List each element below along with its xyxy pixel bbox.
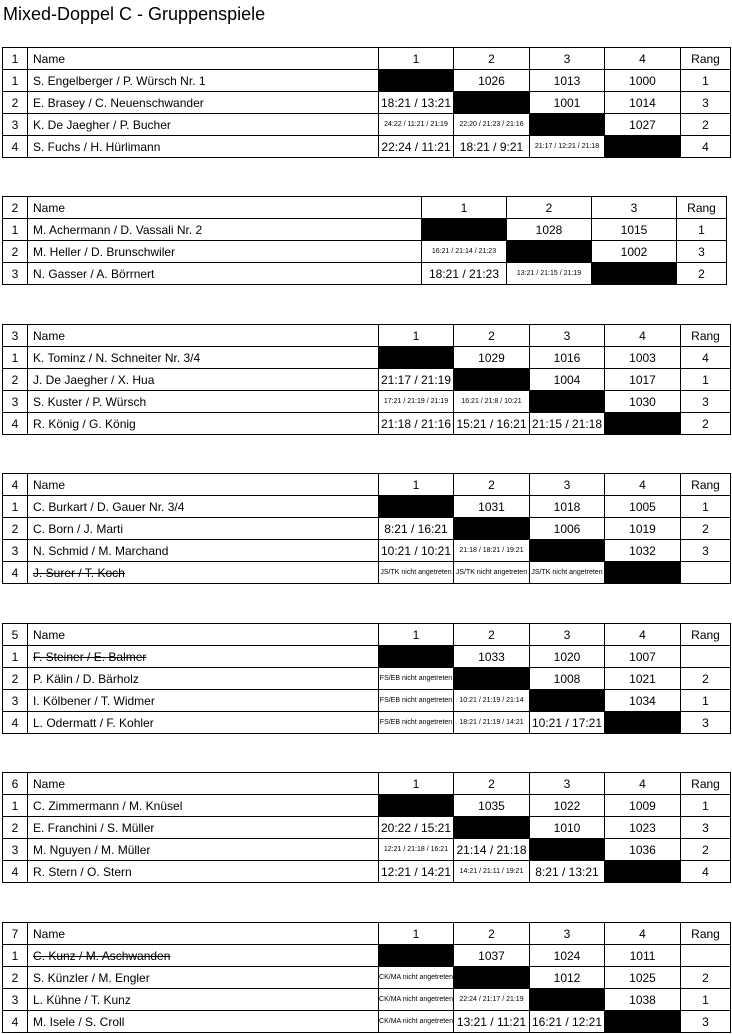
table-row: [3, 413, 731, 435]
table-row: [3, 562, 731, 584]
column-header: 1: [379, 773, 454, 795]
table-row: [3, 70, 731, 92]
column-header: Name: [28, 773, 379, 795]
match-cell: 1027: [605, 114, 681, 136]
match-cell: 1003: [605, 347, 681, 369]
match-cell: 16:21 / 12:21: [530, 1011, 605, 1033]
match-cell: 1026: [454, 70, 530, 92]
player-pair-name: M. Nguyen / M. Müller: [28, 839, 379, 861]
self-match-cell: [530, 839, 605, 861]
table-row: [3, 839, 731, 861]
column-header: 2: [454, 773, 530, 795]
column-header: Name: [28, 48, 379, 70]
row-position: 1: [3, 795, 28, 817]
table-row: [3, 92, 731, 114]
match-cell: 1019: [605, 518, 681, 540]
row-position: 4: [3, 136, 28, 158]
column-header: 2: [507, 197, 592, 219]
self-match-cell: [530, 391, 605, 413]
self-match-cell: [605, 136, 681, 158]
column-header: 1: [379, 923, 454, 945]
row-position: 4: [3, 413, 28, 435]
match-cell: 21:17 / 12:21 / 21:18: [530, 136, 605, 158]
match-cell: 1031: [454, 496, 530, 518]
player-pair-name: C. Burkart / D. Gauer Nr. 3/4: [28, 496, 379, 518]
match-cell: 1008: [530, 668, 605, 690]
column-header: 4: [605, 325, 681, 347]
match-cell: 18:21 / 13:21: [379, 92, 454, 114]
player-pair-name: E. Brasey / C. Neuenschwander: [28, 92, 379, 114]
self-match-cell: [379, 496, 454, 518]
match-cell: 17:21 / 21:19 / 21:19: [379, 391, 454, 413]
group-table-6: [2, 772, 731, 883]
match-cell: 1004: [530, 369, 605, 391]
player-pair-name: C. Zimmermann / M. Knüsel: [28, 795, 379, 817]
match-cell: 1022: [530, 795, 605, 817]
table-row: [3, 136, 731, 158]
row-position: 4: [3, 861, 28, 883]
column-header: Rang: [681, 923, 731, 945]
match-cell: 18:21 / 9:21: [454, 136, 530, 158]
player-pair-name: L. Kühne / T. Kunz: [28, 989, 379, 1011]
match-cell: 8:21 / 16:21: [379, 518, 454, 540]
table-row: [3, 1011, 731, 1033]
rank-cell: 3: [681, 817, 731, 839]
row-position: 2: [3, 518, 28, 540]
column-header: 4: [605, 474, 681, 496]
self-match-cell: [454, 369, 530, 391]
rank-cell: [681, 562, 731, 584]
rank-cell: 3: [681, 92, 731, 114]
header-row: [3, 773, 731, 795]
match-cell: 1018: [530, 496, 605, 518]
column-header: 1: [379, 474, 454, 496]
table-row: [3, 219, 727, 241]
player-pair-name: R. König / G. König: [28, 413, 379, 435]
self-match-cell: [379, 795, 454, 817]
match-cell: 1034: [605, 690, 681, 712]
rank-cell: 1: [677, 219, 727, 241]
match-cell: 18:21 / 21:23: [422, 263, 507, 285]
match-cell: 16:21 / 21:8 / 10:21: [454, 391, 530, 413]
page-title: Mixed-Doppel C - Gruppenspiele: [3, 4, 266, 24]
rank-cell: 1: [681, 795, 731, 817]
match-cell: 12:21 / 14:21: [379, 861, 454, 883]
group-table-4: [2, 473, 731, 584]
match-cell: 1021: [605, 668, 681, 690]
match-cell: 1024: [530, 945, 605, 967]
row-position: 2: [3, 967, 28, 989]
player-pair-name: L. Odermatt / F. Kohler: [28, 712, 379, 734]
column-header: 4: [605, 624, 681, 646]
match-cell: 1025: [605, 967, 681, 989]
group-table-1: [2, 47, 731, 158]
self-match-cell: [592, 263, 677, 285]
player-pair-name: C. Born / J. Marti: [28, 518, 379, 540]
match-cell: 1001: [530, 92, 605, 114]
column-header: Name: [28, 474, 379, 496]
table-row: [3, 690, 731, 712]
match-cell: 24:22 / 11:21 / 21:19: [379, 114, 454, 136]
self-match-cell: [605, 861, 681, 883]
rank-cell: 4: [681, 136, 731, 158]
group-table-3: [2, 324, 731, 435]
column-header: 4: [605, 773, 681, 795]
match-cell: 14:21 / 21:11 / 19:21: [454, 861, 530, 883]
rank-cell: 2: [681, 839, 731, 861]
row-position: 2: [3, 817, 28, 839]
table-row: [3, 518, 731, 540]
rank-cell: 2: [681, 668, 731, 690]
group-number: 4: [3, 474, 28, 496]
match-cell: CK/MA nicht angetreten: [379, 1011, 454, 1033]
table-row: [3, 347, 731, 369]
row-position: 3: [3, 839, 28, 861]
player-pair-name: S. Fuchs / H. Hürlimann: [28, 136, 379, 158]
self-match-cell: [454, 967, 530, 989]
match-cell: 10:21 / 21:19 / 21:14: [454, 690, 530, 712]
self-match-cell: [422, 219, 507, 241]
match-cell: 1016: [530, 347, 605, 369]
table-row: [3, 369, 731, 391]
rank-cell: [681, 646, 731, 668]
rank-cell: 3: [681, 540, 731, 562]
player-pair-name: I. Kölbener / T. Widmer: [28, 690, 379, 712]
table-row: [3, 114, 731, 136]
match-cell: CK/MA nicht angetreten: [379, 989, 454, 1011]
match-cell: 1036: [605, 839, 681, 861]
match-cell: 13:21 / 11:21: [454, 1011, 530, 1033]
match-cell: 1038: [605, 989, 681, 1011]
group-number: 3: [3, 325, 28, 347]
match-cell: 22:24 / 21:17 / 21:19: [454, 989, 530, 1011]
column-header: Rang: [681, 474, 731, 496]
group-number: 6: [3, 773, 28, 795]
rank-cell: 3: [681, 391, 731, 413]
match-cell: 1030: [605, 391, 681, 413]
table-row: [3, 668, 731, 690]
player-pair-name: N. Gasser / A. Börrnert: [28, 263, 422, 285]
header-row: [3, 325, 731, 347]
player-pair-name: N. Schmid / M. Marchand: [28, 540, 379, 562]
rank-cell: 4: [681, 347, 731, 369]
match-cell: 22:24 / 11:21: [379, 136, 454, 158]
column-header: 3: [530, 624, 605, 646]
player-pair-name: K. Tominz / N. Schneiter Nr. 3/4: [28, 347, 379, 369]
column-header: Rang: [681, 624, 731, 646]
column-header: 4: [605, 48, 681, 70]
column-header: 3: [530, 325, 605, 347]
rank-cell: 2: [681, 518, 731, 540]
match-cell: 13:21 / 21:15 / 21:19: [507, 263, 592, 285]
group-number: 7: [3, 923, 28, 945]
row-position: 3: [3, 391, 28, 413]
rank-cell: 1: [681, 989, 731, 1011]
match-cell: 1017: [605, 369, 681, 391]
header-row: [3, 624, 731, 646]
column-header: 2: [454, 48, 530, 70]
row-position: 1: [3, 70, 28, 92]
row-position: 2: [3, 92, 28, 114]
self-match-cell: [605, 413, 681, 435]
match-cell: JS/TK nicht angetreten: [454, 562, 530, 584]
match-cell: 1014: [605, 92, 681, 114]
player-pair-name: J. Surer / T. Koch: [28, 562, 379, 584]
row-position: 1: [3, 496, 28, 518]
column-header: Rang: [677, 197, 727, 219]
player-pair-name: S. Künzler / M. Engler: [28, 967, 379, 989]
table-row: [3, 989, 731, 1011]
column-header: Rang: [681, 773, 731, 795]
column-header: 3: [530, 773, 605, 795]
header-row: [3, 197, 727, 219]
self-match-cell: [454, 518, 530, 540]
match-cell: 1013: [530, 70, 605, 92]
column-header: 4: [605, 923, 681, 945]
rank-cell: 3: [677, 241, 727, 263]
rank-cell: 3: [681, 712, 731, 734]
player-pair-name: R. Stern / O. Stern: [28, 861, 379, 883]
row-position: 1: [3, 945, 28, 967]
player-pair-name: M. Achermann / D. Vassali Nr. 2: [28, 219, 422, 241]
group-number: 1: [3, 48, 28, 70]
rank-cell: 3: [681, 1011, 731, 1033]
row-position: 2: [3, 668, 28, 690]
player-pair-name: F. Steiner / E. Balmer: [28, 646, 379, 668]
table-row: [3, 712, 731, 734]
group-number: 2: [3, 197, 28, 219]
column-header: 1: [379, 325, 454, 347]
self-match-cell: [530, 114, 605, 136]
column-header: Name: [28, 325, 379, 347]
column-header: 2: [454, 474, 530, 496]
match-cell: 21:18 / 21:16: [379, 413, 454, 435]
row-position: 3: [3, 263, 28, 285]
player-pair-name: S. Engelberger / P. Würsch Nr. 1: [28, 70, 379, 92]
column-header: 3: [530, 48, 605, 70]
column-header: 1: [422, 197, 507, 219]
self-match-cell: [530, 989, 605, 1011]
self-match-cell: [507, 241, 592, 263]
table-row: [3, 945, 731, 967]
match-cell: FS/EB nicht angetreten: [379, 668, 454, 690]
row-position: 4: [3, 712, 28, 734]
column-header: 2: [454, 325, 530, 347]
table-row: [3, 646, 731, 668]
row-position: 4: [3, 1011, 28, 1033]
row-position: 1: [3, 219, 28, 241]
player-pair-name: P. Kälin / D. Bärholz: [28, 668, 379, 690]
table-row: [3, 861, 731, 883]
match-cell: CK/MA nicht angetreten: [379, 967, 454, 989]
match-cell: 1028: [507, 219, 592, 241]
row-position: 3: [3, 989, 28, 1011]
match-cell: 18:21 / 21:19 / 14:21: [454, 712, 530, 734]
column-header: 3: [592, 197, 677, 219]
column-header: Rang: [681, 48, 731, 70]
match-cell: 1023: [605, 817, 681, 839]
match-cell: 1007: [605, 646, 681, 668]
self-match-cell: [605, 562, 681, 584]
match-cell: 1033: [454, 646, 530, 668]
match-cell: 21:18 / 18:21 / 19:21: [454, 540, 530, 562]
match-cell: 10:21 / 17:21: [530, 712, 605, 734]
player-pair-name: K. De Jaegher / P. Bucher: [28, 114, 379, 136]
group-table-7: [2, 922, 731, 1033]
match-cell: FS/EB nicht angetreten: [379, 712, 454, 734]
self-match-cell: [454, 817, 530, 839]
column-header: 1: [379, 48, 454, 70]
table-row: [3, 391, 731, 413]
rank-cell: 1: [681, 369, 731, 391]
rank-cell: 2: [681, 967, 731, 989]
rank-cell: [681, 945, 731, 967]
column-header: Rang: [681, 325, 731, 347]
match-cell: 15:21 / 16:21: [454, 413, 530, 435]
header-row: [3, 923, 731, 945]
match-cell: 1035: [454, 795, 530, 817]
self-match-cell: [454, 92, 530, 114]
self-match-cell: [379, 945, 454, 967]
match-cell: 22:20 / 21:23 / 21:16: [454, 114, 530, 136]
column-header: Name: [28, 624, 379, 646]
match-cell: 1006: [530, 518, 605, 540]
rank-cell: 1: [681, 70, 731, 92]
header-row: [3, 474, 731, 496]
self-match-cell: [379, 646, 454, 668]
self-match-cell: [454, 668, 530, 690]
group-table-2: [2, 196, 727, 285]
player-pair-name: J. De Jaegher / X. Hua: [28, 369, 379, 391]
column-header: Name: [28, 197, 422, 219]
self-match-cell: [379, 347, 454, 369]
table-row: [3, 263, 727, 285]
rank-cell: 2: [677, 263, 727, 285]
column-header: Name: [28, 923, 379, 945]
table-row: [3, 241, 727, 263]
match-cell: 1000: [605, 70, 681, 92]
column-header: 3: [530, 474, 605, 496]
match-cell: FS/EB nicht angetreten: [379, 690, 454, 712]
match-cell: 1005: [605, 496, 681, 518]
table-row: [3, 967, 731, 989]
player-pair-name: E. Franchini / S. Müller: [28, 817, 379, 839]
rank-cell: 2: [681, 114, 731, 136]
group-number: 5: [3, 624, 28, 646]
match-cell: JS/TK nicht angetreten: [379, 562, 454, 584]
match-cell: 1015: [592, 219, 677, 241]
match-cell: 21:14 / 21:18: [454, 839, 530, 861]
match-cell: 8:21 / 13:21: [530, 861, 605, 883]
match-cell: 1037: [454, 945, 530, 967]
table-row: [3, 496, 731, 518]
table-row: [3, 540, 731, 562]
row-position: 3: [3, 690, 28, 712]
player-pair-name: C. Kunz / M. Aschwanden: [28, 945, 379, 967]
self-match-cell: [379, 70, 454, 92]
match-cell: 21:17 / 21:19: [379, 369, 454, 391]
rank-cell: 1: [681, 496, 731, 518]
row-position: 1: [3, 347, 28, 369]
rank-cell: 1: [681, 690, 731, 712]
row-position: 1: [3, 646, 28, 668]
match-cell: 20:22 / 15:21: [379, 817, 454, 839]
row-position: 4: [3, 562, 28, 584]
match-cell: 1009: [605, 795, 681, 817]
match-cell: 1011: [605, 945, 681, 967]
rank-cell: 4: [681, 861, 731, 883]
table-row: [3, 795, 731, 817]
row-position: 3: [3, 540, 28, 562]
row-position: 2: [3, 369, 28, 391]
self-match-cell: [530, 690, 605, 712]
self-match-cell: [605, 1011, 681, 1033]
row-position: 3: [3, 114, 28, 136]
player-pair-name: S. Kuster / P. Würsch: [28, 391, 379, 413]
match-cell: JS/TK nicht angetreten: [530, 562, 605, 584]
match-cell: 16:21 / 21:14 / 21:23: [422, 241, 507, 263]
match-cell: 12:21 / 21:18 / 16:21: [379, 839, 454, 861]
match-cell: 1012: [530, 967, 605, 989]
column-header: 2: [454, 624, 530, 646]
match-cell: 1029: [454, 347, 530, 369]
player-pair-name: M. Isele / S. Croll: [28, 1011, 379, 1033]
group-table-5: [2, 623, 731, 734]
match-cell: 1002: [592, 241, 677, 263]
self-match-cell: [530, 540, 605, 562]
column-header: 3: [530, 923, 605, 945]
header-row: [3, 48, 731, 70]
rank-cell: 2: [681, 413, 731, 435]
column-header: 1: [379, 624, 454, 646]
match-cell: 10:21 / 10:21: [379, 540, 454, 562]
match-cell: 21:15 / 21:18: [530, 413, 605, 435]
table-row: [3, 817, 731, 839]
row-position: 2: [3, 241, 28, 263]
match-cell: 1032: [605, 540, 681, 562]
match-cell: 1010: [530, 817, 605, 839]
player-pair-name: M. Heller / D. Brunschwiler: [28, 241, 422, 263]
match-cell: 1020: [530, 646, 605, 668]
column-header: 2: [454, 923, 530, 945]
self-match-cell: [605, 712, 681, 734]
